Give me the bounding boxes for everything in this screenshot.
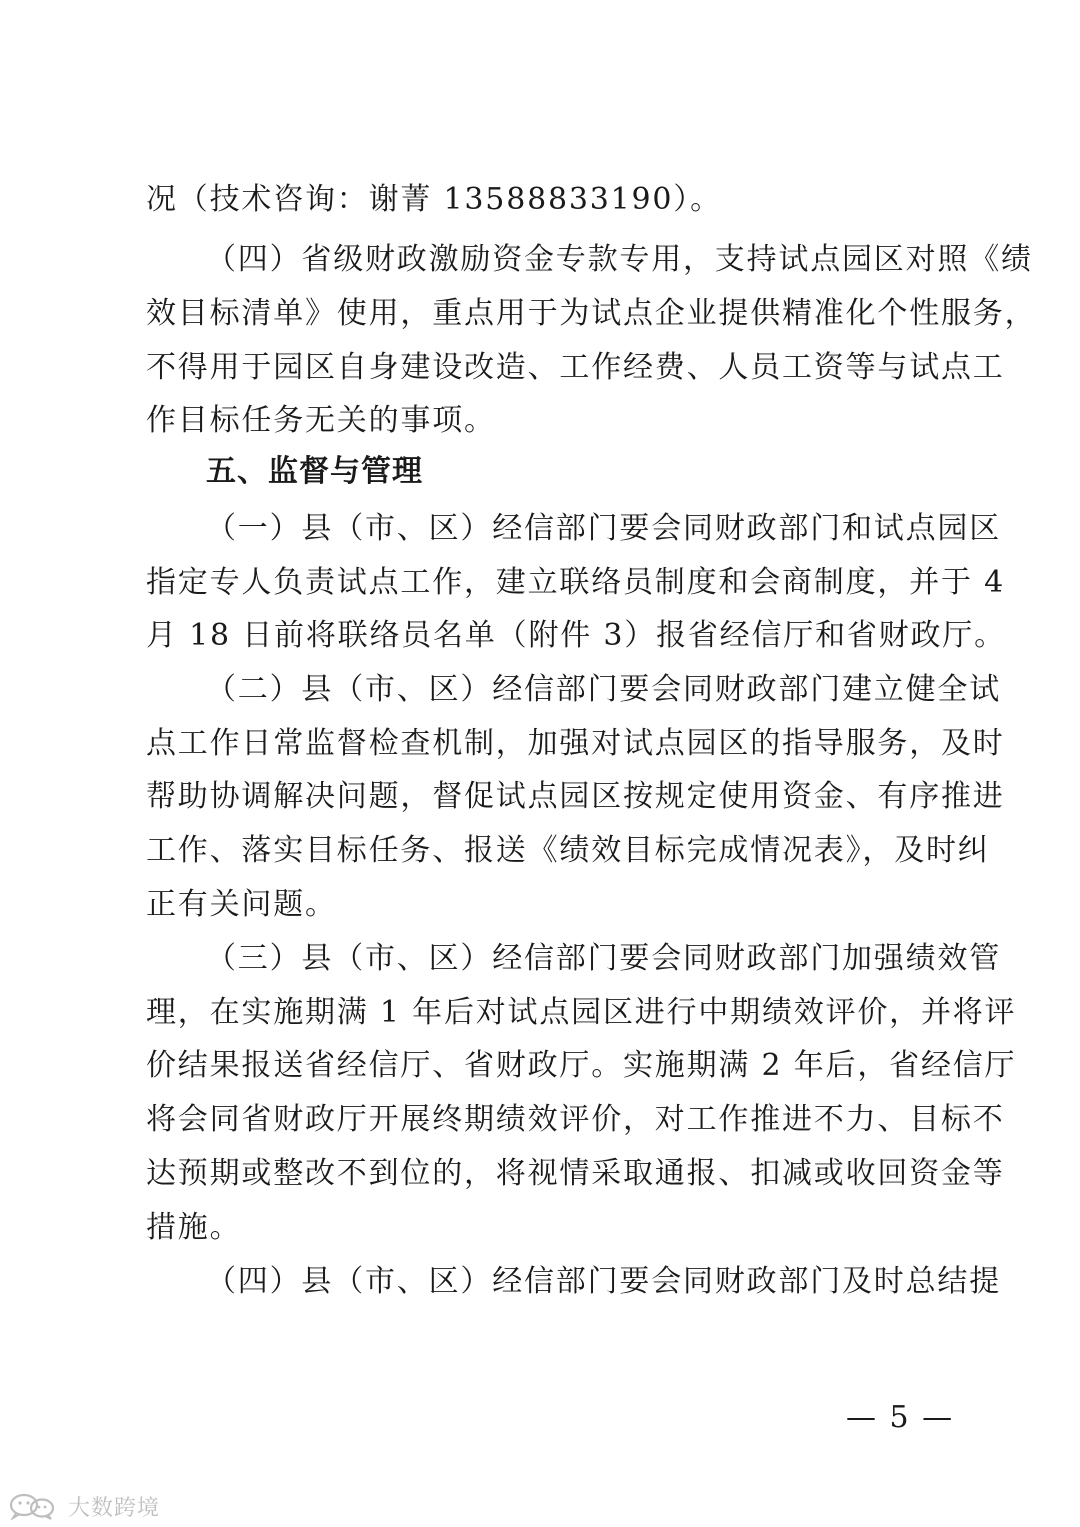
body-line: 效目标清单》使用，重点用于为试点企业提供精准化个性服务， <box>146 296 1037 331</box>
body-line: 工作、落实目标任务、报送《绩效目标完成情况表》，及时纠 <box>146 833 990 868</box>
body-line: （四）县（市、区）经信部门要会同财政部门及时总结提 <box>206 1264 1001 1299</box>
body-line: 帮助协调解决问题，督促试点园区按规定使用资金、有序推进 <box>146 779 1005 814</box>
body-line: 点工作日常监督检查机制，加强对试点园区的指导服务，及时 <box>146 726 1005 761</box>
body-line: 价结果报送省经信厅、省财政厅。实施期满 2 年后，省经信厅 <box>146 1048 1017 1083</box>
body-line: 作目标任务无关的事项。 <box>146 403 496 438</box>
body-line: （二）县（市、区）经信部门要会同财政部门建立健全试 <box>206 672 1001 707</box>
body-line: （一）县（市、区）经信部门要会同财政部门和试点园区 <box>206 511 1001 546</box>
body-line: 况（技术咨询：谢菁 13588833190）。 <box>146 182 722 217</box>
body-line: 正有关问题。 <box>146 887 337 922</box>
body-line: 不得用于园区自身建设改造、工作经费、人员工资等与试点工 <box>146 350 1005 385</box>
body-line: 理，在实施期满 1 年后对试点园区进行中期绩效评价，并将评 <box>146 995 1017 1030</box>
body-line: 月 18 日前将联络员名单（附件 3）报省经信厅和省财政厅。 <box>146 618 1006 653</box>
watermark <box>6 1490 160 1522</box>
page-number: — 5 — <box>846 1400 955 1435</box>
body-line: 指定专人负责试点工作，建立联络员制度和会商制度，并于 4 <box>146 565 1006 600</box>
body-line: （四）省级财政激励资金专款专用，支持试点园区对照《绩 <box>206 242 1033 277</box>
body-line: 措施。 <box>146 1210 242 1245</box>
section-heading: 五、监督与管理 <box>206 454 423 489</box>
wechat-logo-icon <box>6 1492 62 1520</box>
watermark-text: 大数跨境 <box>68 1495 161 1521</box>
body-line: 将会同省财政厅开展终期绩效评价，对工作推进不力、目标不 <box>146 1102 1005 1137</box>
body-line: 达预期或整改不到位的，将视情采取通报、扣减或收回资金等 <box>146 1156 1005 1191</box>
body-line: （三）县（市、区）经信部门要会同财政部门加强绩效管 <box>206 941 1001 976</box>
